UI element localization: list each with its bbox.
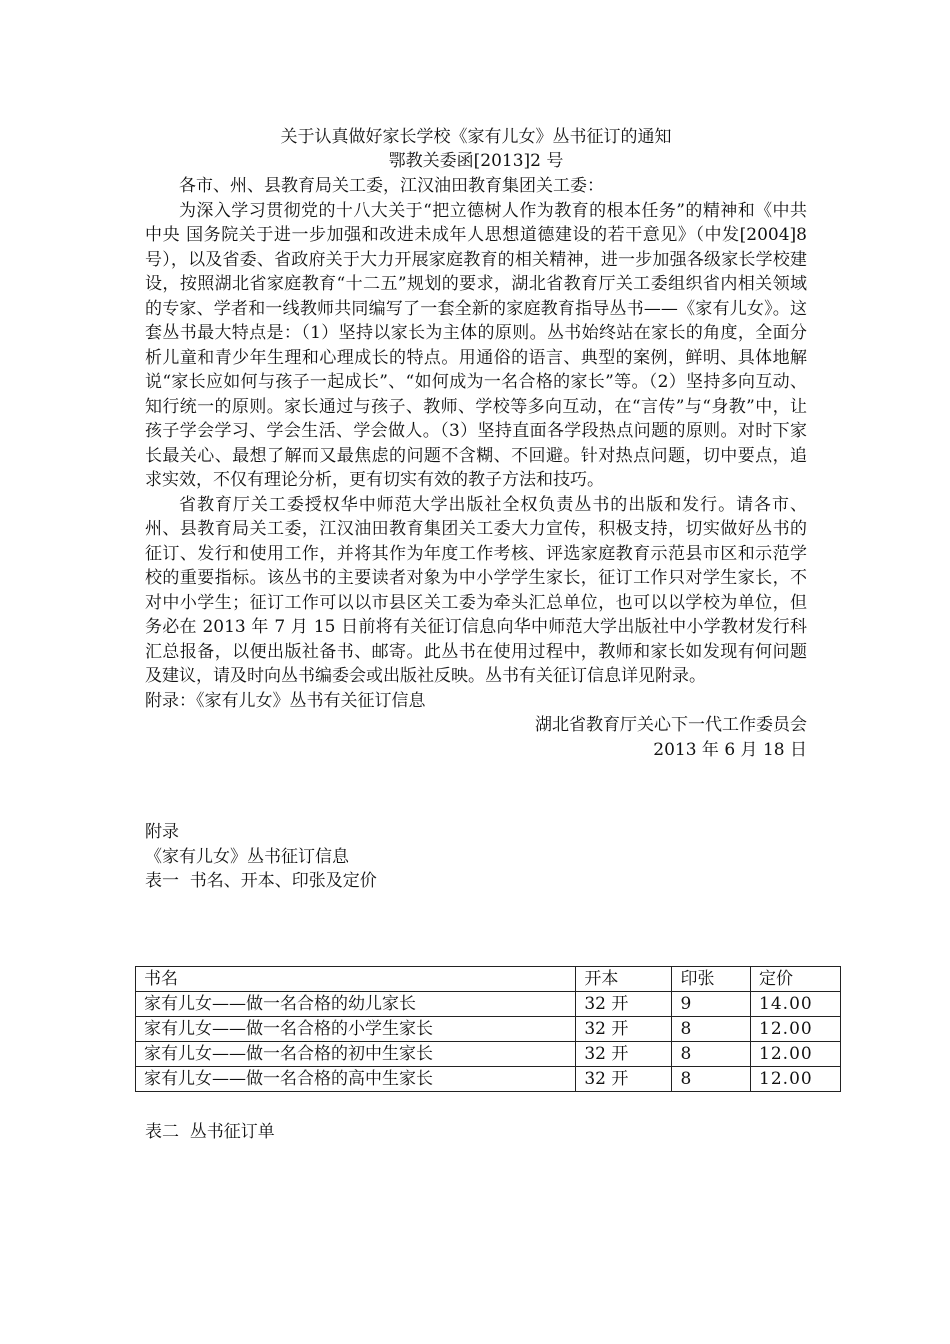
book-format: 32 开 xyxy=(576,1067,672,1092)
issuer: 湖北省教育厅关心下一代工作委员会 xyxy=(535,715,807,735)
body-paragraph-2: 省教育厅关工委授权华中师范大学出版社全权负责丛书的出版和发行。请各市、州、县教育局关工委，江汉油田教育集团关工委大力宣传，积极支持，切实做好丛书的征订、发行和使用工作，并将其作为年度工作考核、评选家庭教育示范县市区和示范学校的重要指标。该丛书的主要读者对象为中小学学生家长，征订工作只对学生家长，不对中小学生；征订工作可以以市县区关工委为牵头汇总单位，也可以以学校为单位，但务必在 2013 年 7 月 15 日前将有关征订信息向华中师范大学出版社中小学教材发行科汇总报备，以便出版社备书、邮寄。此丛书在使用过程中，教师和家长如发现有何问题及建议，请及时向丛书编委会或出版社反映。丛书有关征订信息详见附录。 xyxy=(145,494,807,686)
notice-title: 关于认真做好家长学校《家有儿女》丛书征订的通知 xyxy=(280,127,672,147)
header-price: 定价 xyxy=(751,967,841,992)
header-sheets: 印张 xyxy=(672,967,751,992)
document-number: 鄂教关委函[2013]2 号 xyxy=(388,151,564,171)
book-format: 32 开 xyxy=(576,1042,672,1067)
issue-date: 2013 年 6 月 18 日 xyxy=(653,739,807,760)
table-row xyxy=(136,1042,841,1067)
body-paragraph-1: 为深入学习贯彻党的十八大关于“把立德树人作为教育的根本任务”的精神和《中共中央 国务院关于进一步加强和改进未成年人思想道德建设的若干意见》（中发[2004]8 号），以及省委、省政府关于大力开展家庭教育的相关精神，进一步加强各级家长学校建设，按照湖北省家庭教育“十二五”规划的要求，湖北省教育厅关工委组织省内相关领域的专家、学者和一线教师共同编写了一套全新的家庭教育指导丛书——《家有儿女》。这套丛书最大特点是：（1）坚持以家长为主体的原则。丛书始终站在家长的角度，全面分析儿童和青少年生理和心理成长的特点。用通俗的语言、典型的案例，鲜明、具体地解说“家长应如何与孩子一起成长”、“如何成为一名合格的家长”等。（2）坚持多向互动、知行统一的原则。家长通过与孩子、教师、学校等多向互动，在“言传”与“身教”中，让孩子学会学习、学会生活、学会做人。（3）坚持直面各学段热点问题的原则。对时下家长最关心、最想了解而又最焦虑的问题不含糊、不回避。针对热点问题，切中要点，追求实效，不仅有理论分析，更有切实有效的教子方法和技巧。 xyxy=(145,200,807,490)
book-title: 家有儿女——做一名合格的初中生家长 xyxy=(136,1042,576,1067)
table-row xyxy=(136,1067,841,1092)
appendix-heading: 附录 xyxy=(145,822,179,842)
book-sheets: 8 xyxy=(672,1042,751,1067)
book-title: 家有儿女——做一名合格的幼儿家长 xyxy=(136,992,576,1017)
appendix-subtitle: 《家有儿女》丛书征订信息 xyxy=(145,846,349,867)
header-title: 书名 xyxy=(136,967,576,992)
notice-body xyxy=(145,174,807,762)
book-sheets: 8 xyxy=(672,1017,751,1042)
book-sheets: 9 xyxy=(672,992,751,1017)
book-price: 12.00 xyxy=(751,1017,841,1042)
book-price: 12.00 xyxy=(751,1042,841,1067)
appendix-section xyxy=(145,820,807,894)
book-format: 32 开 xyxy=(576,1017,672,1042)
table2-caption: 表二 丛书征订单 xyxy=(145,1122,275,1142)
book-price: 14.00 xyxy=(751,992,841,1017)
table1-caption: 表一 书名、开本、印张及定价 xyxy=(145,871,377,891)
table-row xyxy=(136,992,841,1017)
table-header-row xyxy=(136,967,841,992)
attachment-note: 附录：《家有儿女》丛书有关征订信息 xyxy=(145,690,426,711)
salutation: 各市、州、县教育局关工委，江汉油田教育集团关工委： xyxy=(179,176,604,196)
book-format: 32 开 xyxy=(576,992,672,1017)
table-row xyxy=(136,1017,841,1042)
book-price: 12.00 xyxy=(751,1067,841,1092)
book-sheets: 8 xyxy=(672,1067,751,1092)
header-format: 开本 xyxy=(576,967,672,992)
book-price-table xyxy=(135,966,841,1092)
book-title: 家有儿女——做一名合格的高中生家长 xyxy=(136,1067,576,1092)
book-title: 家有儿女——做一名合格的小学生家长 xyxy=(136,1017,576,1042)
